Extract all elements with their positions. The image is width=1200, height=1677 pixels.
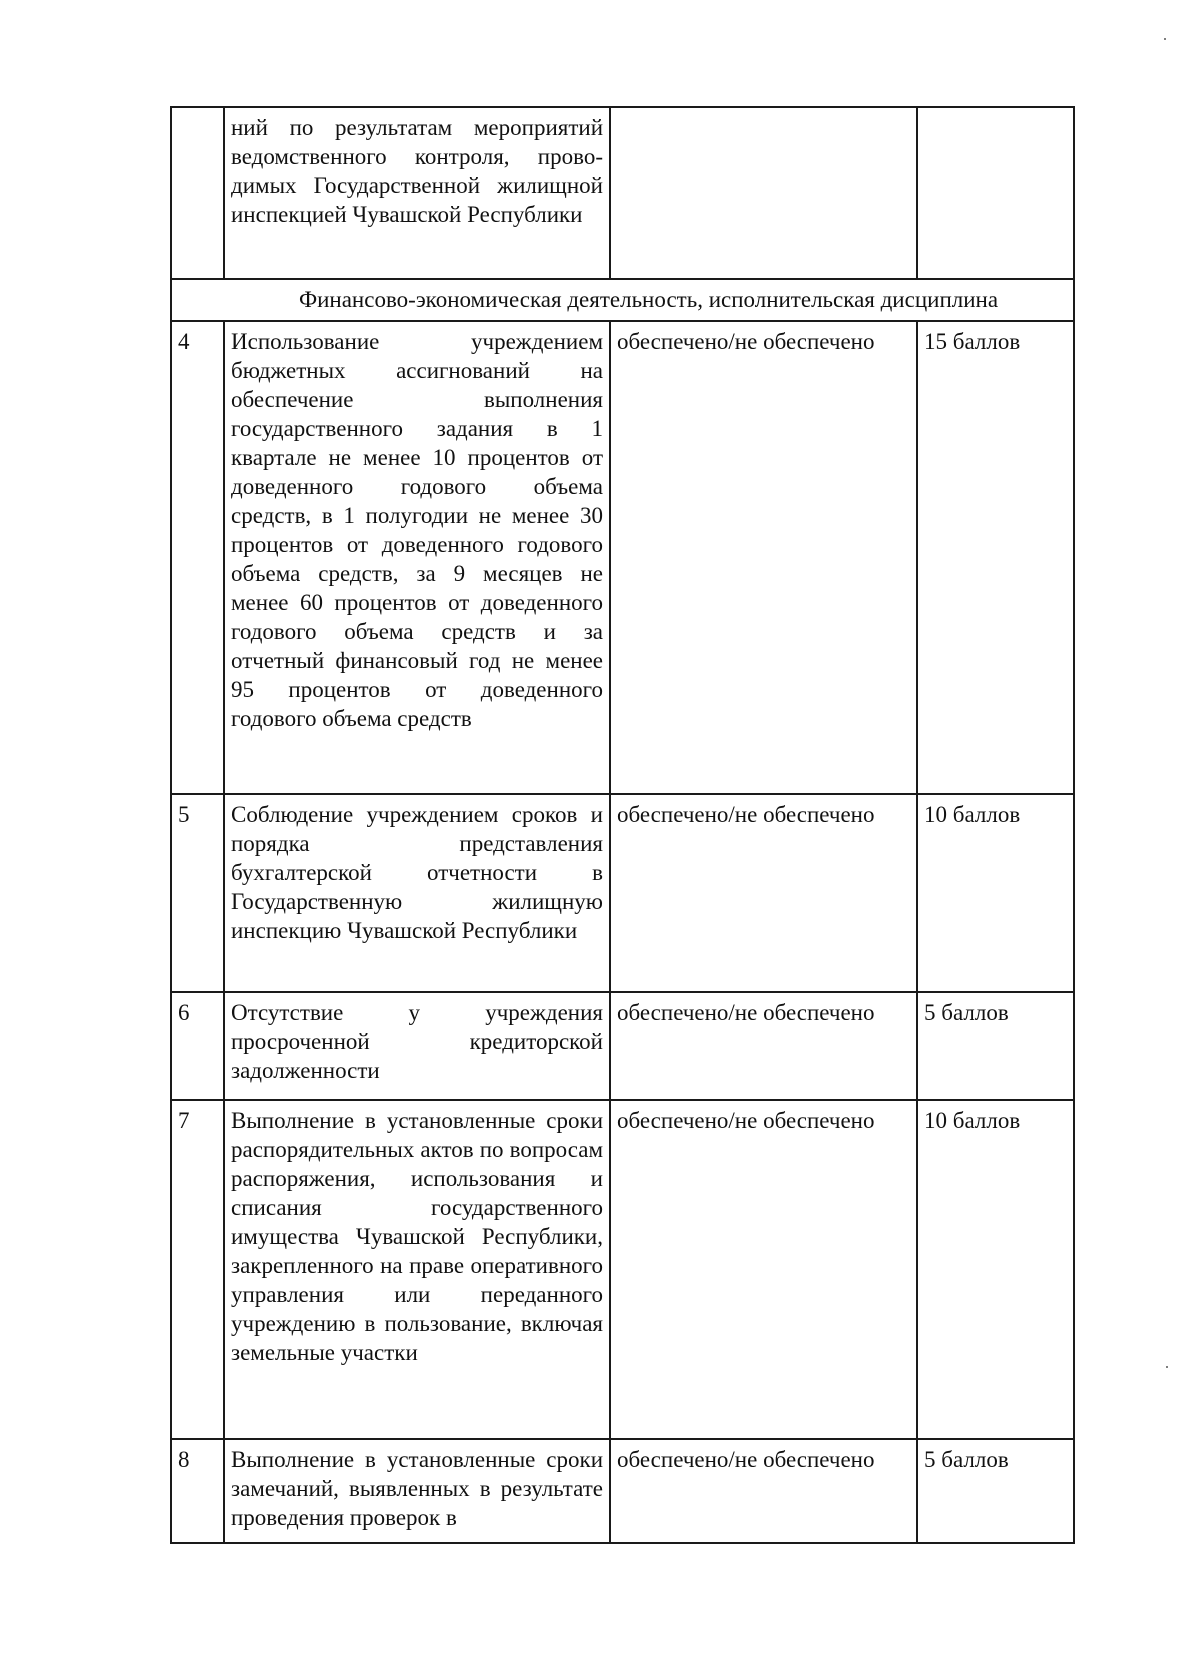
score-cell xyxy=(917,107,1074,279)
table-row xyxy=(171,794,1074,992)
table-row xyxy=(171,992,1074,1100)
criterion-cell: Выполнение в установленные сроки замечаний, выявленных в результате проведения проверок в xyxy=(224,1439,610,1543)
row-number-cell: 8 xyxy=(171,1439,224,1543)
section-heading: Финансово-экономическая деятельность, исполнительская дисциплина xyxy=(224,279,1074,321)
criterion-cell: Использование учреждением бюджетных ассигнований на обеспечение выполнения государственного задания в 1 квартале не менее 10 процентов от доведенного годового объема средств, в 1 полугодии не менее 30 процентов от доведенного годового объема средств, за 9 месяцев не менее 60 процентов от доведенного годового объема средств и за отчетный финансовый год не менее 95 процентов от доведенного годового объема средств xyxy=(224,321,610,794)
criterion-cell: Соблюдение учреждением сроков и порядка представления бухгалтерской отчетности в Государственную жилищную инспекцию Чувашской Республики xyxy=(224,794,610,992)
criterion-cell: ний по результатам мероприятий ведомственного контроля, проводимых Государственной жилищной инспекцией Чувашской Республики xyxy=(224,107,610,279)
criterion-cell: Выполнение в установленные сроки распорядительных актов по вопросам распоряжения, использования и списания государственного имущества Чувашской Республики, закрепленного на праве оперативного управления или переданного учреждению в пользование, включая земельные участки xyxy=(224,1100,610,1439)
row-number-cell xyxy=(171,107,224,279)
table-row-continued xyxy=(171,107,1074,279)
row-number-cell: 7 xyxy=(171,1100,224,1439)
scan-speck xyxy=(1166,1366,1168,1368)
status-cell: обеспечено/не обеспечено xyxy=(610,1100,917,1439)
section-heading-row xyxy=(171,279,1074,321)
score-cell: 5 баллов xyxy=(917,992,1074,1100)
status-cell: обеспечено/не обеспечено xyxy=(610,992,917,1100)
row-number-cell: 4 xyxy=(171,321,224,794)
score-cell: 15 баллов xyxy=(917,321,1074,794)
table-row xyxy=(171,1439,1074,1543)
table-row xyxy=(171,321,1074,794)
status-cell: обеспечено/не обеспечено xyxy=(610,321,917,794)
status-cell: обеспечено/не обеспечено xyxy=(610,794,917,992)
criterion-cell: Отсутствие у учреждения просроченной кредиторской задолженности xyxy=(224,992,610,1100)
score-cell: 5 баллов xyxy=(917,1439,1074,1543)
scan-speck xyxy=(1164,38,1166,40)
score-cell: 10 баллов xyxy=(917,1100,1074,1439)
criteria-table xyxy=(170,106,1075,1544)
status-cell xyxy=(610,107,917,279)
row-number-cell: 5 xyxy=(171,794,224,992)
table-row xyxy=(171,1100,1074,1439)
status-cell: обеспечено/не обеспечено xyxy=(610,1439,917,1543)
row-number-cell: 6 xyxy=(171,992,224,1100)
score-cell: 10 баллов xyxy=(917,794,1074,992)
section-heading-spacer xyxy=(171,279,224,321)
